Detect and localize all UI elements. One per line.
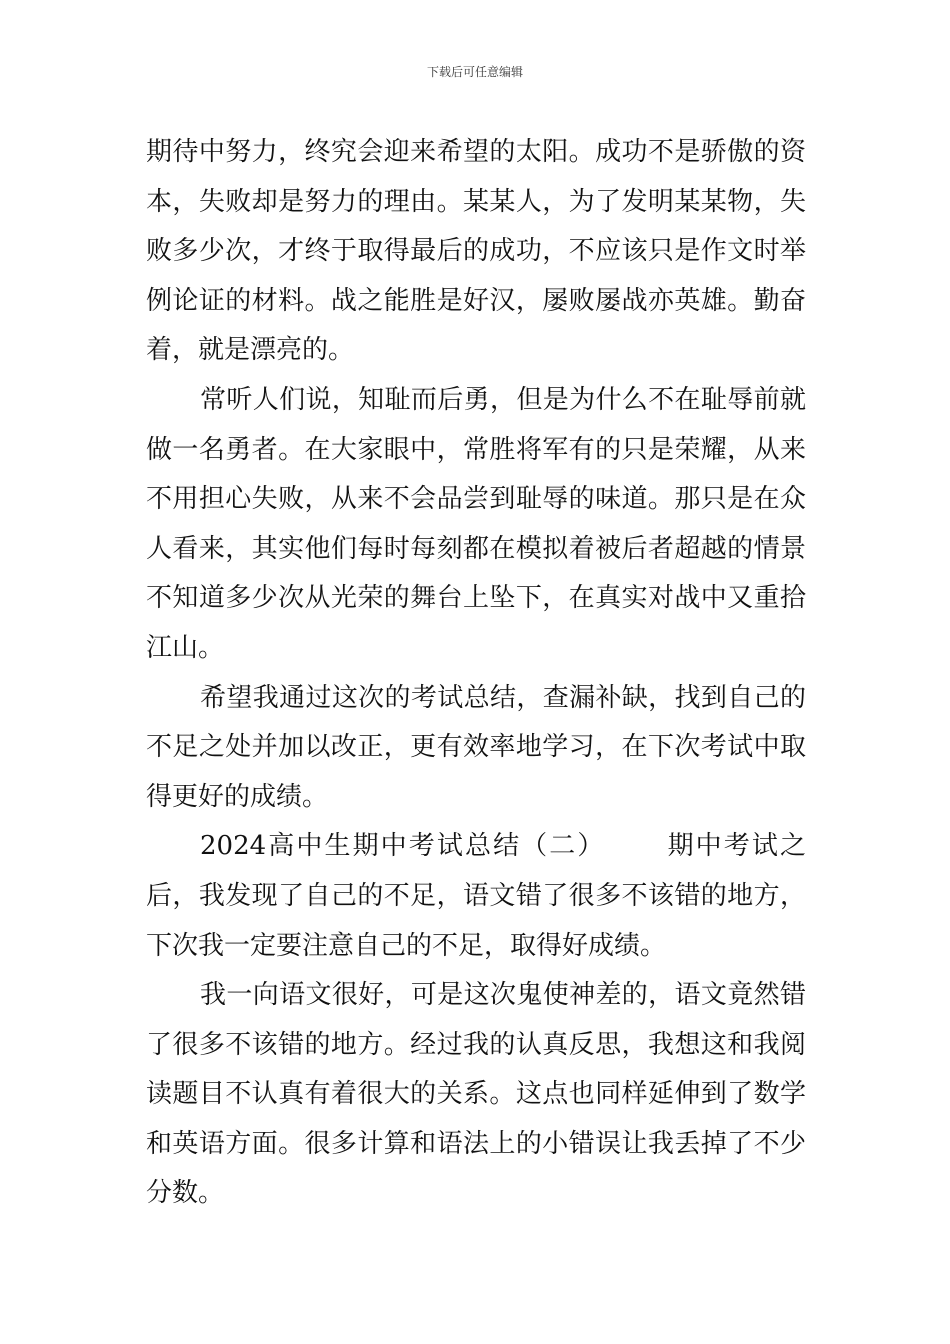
paragraph-summary-two [146,822,806,971]
paragraph-continuation: 期待中努力，终究会迎来希望的太阳。成功不是骄傲的资本，失败却是努力的理由。某某人，为了发明某某物，失败多少次，才终于取得最后的成功，不应该只是作文时举例论证的材料。战之能胜是好汉，屡败屡战亦英雄。勤奋着，就是漂亮的。 [146,137,806,366]
section-title: 2024高中生期中考试总结（二） [200,831,606,862]
paragraph-hope: 希望我通过这次的考试总结，查漏补缺，找到自己的不足之处并加以改正，更有效率地学习，在下次考试中取得更好的成绩。 [146,682,806,812]
paragraph-shame-courage: 常听人们说，知耻而后勇，但是为什么不在耻辱前就做一名勇者。在大家眼中，常胜将军有的只是荣耀，从来不用担心失败，从来不会品尝到耻辱的味道。那只是在众人看来，其实他们每时每刻都在模拟着被后者超越的情景不知道多少次从光荣的舞台上坠下，在真实对战中又重拾江山。 [146,384,806,663]
section-text: 期中考试之后，我发现了自己的不足，语文错了很多不该错的地方，下次我一定要注意自己的不足，取得好成绩。 [146,831,806,961]
paragraph-chinese-reflection: 我一向语文很好，可是这次鬼使神差的，语文竟然错了很多不该错的地方。经过我的认真反思，我想这和我阅读题目不认真有着很大的关系。这点也同样延伸到了数学和英语方面。很多计算和语法上的小错误让我丢掉了不少分数。 [146,980,806,1209]
page-header: 下载后可任意编辑 [426,65,523,79]
document-body [146,128,806,1219]
